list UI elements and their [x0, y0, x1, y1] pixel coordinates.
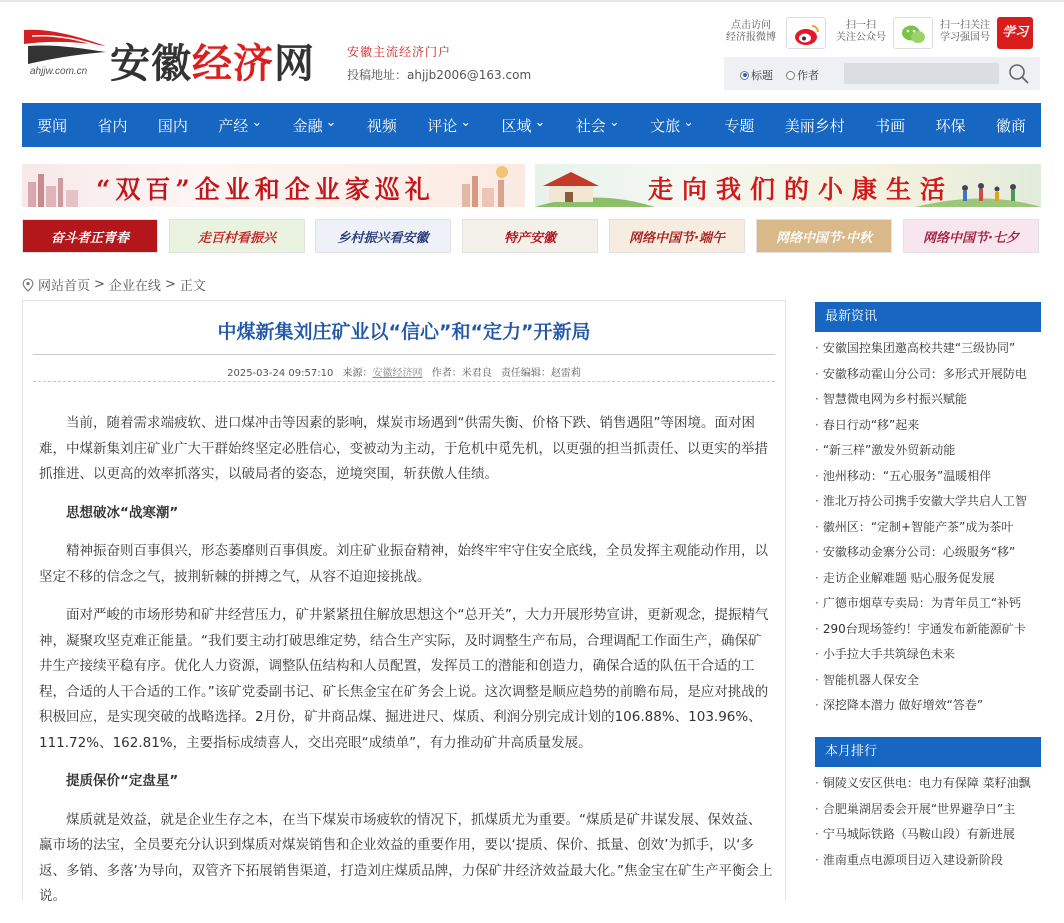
nav-item[interactable] [412, 103, 486, 147]
sidebar-news-link[interactable]: · 铜陵义安区供电：电力有保障 菜籽油飘 [815, 771, 1041, 797]
small-banner-text: 乡村振兴看安徽 [337, 231, 429, 246]
sidebar-news-link[interactable]: · 淮北万持公司携手安徽大学共启人工智 [815, 489, 1041, 515]
sidebar-news-link[interactable]: · 智慧微电网为乡村振兴赋能 [815, 387, 1041, 413]
chevron-down-icon: ⌄ [325, 114, 337, 130]
small-banner-text: 网络中国节·端午 [629, 231, 725, 246]
sidebar-news-link[interactable]: · 安徽移动霍山分公司：多形式开展防电 [815, 362, 1041, 388]
weibo-icon[interactable] [786, 17, 826, 49]
article-subheading: 提质保价“定盘星” [66, 773, 179, 789]
logo-emblem-icon [22, 24, 108, 68]
sidebar-news-link[interactable]: · 广德市烟草专卖局：为青年员工“补钙 [815, 591, 1041, 617]
sidebar-news-link[interactable]: · 小手拉大手共筑绿色未来 [815, 642, 1041, 668]
wechat-icon[interactable] [893, 17, 933, 49]
chevron-down-icon: ⌄ [534, 114, 546, 130]
nav-item-label: 文旅 [650, 116, 681, 135]
weibo-link[interactable] [724, 17, 844, 51]
location-pin-icon [22, 278, 34, 292]
logo-name-part-1: 安徽 [110, 41, 192, 87]
nav-item-label: 产经 [218, 116, 249, 135]
breadcrumb-separator: > [164, 277, 176, 292]
site-slogan: 安徽主流经济门户 [347, 45, 452, 59]
nav-item-label: 专题 [724, 116, 755, 135]
small-banner-text: 网络中国节·中秋 [776, 231, 872, 246]
title-divider [33, 354, 775, 355]
xuexi-link[interactable] [937, 17, 1041, 51]
article-editor-label: 责任编辑： [500, 368, 551, 379]
breadcrumb [22, 275, 206, 294]
banner-xiaokang[interactable] [535, 164, 1041, 207]
nav-item-label: 环保 [935, 116, 966, 135]
small-banner[interactable] [756, 219, 892, 253]
weibo-line-2: 经济报微博 [726, 32, 776, 43]
search-bar [724, 57, 1040, 90]
nav-item[interactable] [22, 103, 82, 147]
article-body [39, 411, 773, 923]
nav-item-label: 徽商 [995, 116, 1026, 135]
search-icon [1006, 61, 1032, 87]
nav-item[interactable] [561, 103, 635, 147]
small-banner[interactable] [169, 219, 305, 253]
breadcrumb-home-link[interactable]: 网站首页 [38, 279, 91, 294]
article-source-label: 来源： [342, 368, 373, 379]
article-author: 米君良 [461, 368, 492, 379]
chevron-down-icon: ⌄ [251, 114, 263, 130]
nav-item-label: 视频 [366, 116, 397, 135]
sidebar-news-link[interactable]: · 安徽移动金寨分公司：心级服务“移” [815, 540, 1041, 566]
nav-item-label: 书画 [875, 116, 906, 135]
sidebar-news-link[interactable]: · 290台现场签约！宇通发布新能源矿卡 [815, 617, 1041, 643]
nav-item-label: 评论 [427, 116, 458, 135]
nav-item[interactable] [352, 103, 412, 147]
breadcrumb-separator: > [94, 277, 105, 292]
nav-item[interactable] [920, 103, 980, 147]
sidebar-latest-list [815, 336, 1041, 719]
sidebar-news-link[interactable]: · 走访企业解难题 贴心服务促发展 [815, 566, 1041, 592]
breadcrumb-current: 正文 [179, 279, 206, 294]
submission-email: 投稿地址：ahjjb2006@163.com [347, 68, 532, 82]
main-nav [22, 103, 1041, 147]
sidebar-news-link[interactable]: · 宁马城际铁路（马鞍山段）有新进展 [815, 822, 1041, 848]
radio-unselected-icon [786, 71, 795, 80]
small-banner-text: 网络中国节·七夕 [923, 231, 1019, 246]
article-meta [23, 364, 785, 379]
small-banner[interactable] [22, 219, 158, 253]
sidebar-news-link[interactable]: · 智能机器人保安全 [815, 668, 1041, 694]
wechat-line-2: 关注公众号 [836, 32, 886, 43]
search-option-title-label: 标题 [751, 69, 773, 82]
article-title: 中煤新集刘庄矿业以“信心”和“定力”开新局 [217, 321, 591, 343]
chevron-down-icon: ⌄ [608, 114, 620, 130]
breadcrumb-section-link[interactable]: 企业在线 [108, 279, 161, 294]
article-date: 2025-03-24 09:57:10 [227, 368, 334, 379]
nav-item-label: 国内 [157, 116, 188, 135]
weibo-line-1: 点击访问 [731, 20, 771, 31]
small-banner[interactable] [609, 219, 745, 253]
sidebar-news-link[interactable]: · 徽州区：“定制+智能产茶”成为茶叶 [815, 515, 1041, 541]
banner-shuangbai[interactable] [22, 164, 525, 207]
banner-shuangbai-text: “双百”企业和企业家巡礼 [96, 175, 435, 204]
nav-item[interactable] [82, 103, 142, 147]
sidebar-monthly-list [815, 771, 1041, 873]
wechat-link[interactable] [832, 17, 942, 51]
small-banner[interactable] [462, 219, 598, 253]
nav-item-label: 区域 [501, 116, 532, 135]
nav-item-label: 金融 [292, 116, 323, 135]
radio-selected-icon [740, 71, 749, 80]
small-banner[interactable] [315, 219, 451, 253]
sidebar-news-link[interactable]: · 合肥巢湖居委会开展“世界避孕日”主 [815, 797, 1041, 823]
nav-item-label: 要闻 [37, 116, 68, 135]
nav-item[interactable] [709, 103, 769, 147]
sidebar-latest-heading: 最新资讯 [815, 302, 1041, 332]
nav-item[interactable] [770, 103, 860, 147]
logo-name-part-2: 经济 [192, 41, 274, 87]
search-input[interactable] [844, 63, 999, 84]
article-author-label: 作者： [431, 368, 462, 379]
logo-url-text: ahjjw.com.cn [30, 66, 88, 77]
wechat-line-1: 扫一扫 [846, 20, 876, 31]
nav-item[interactable] [635, 103, 709, 147]
search-button[interactable] [1006, 61, 1032, 87]
nav-item[interactable] [981, 103, 1041, 147]
logo-name-part-3: 网 [274, 41, 315, 87]
xuexi-line-2: 学习强国号 [940, 32, 990, 43]
nav-item[interactable] [277, 103, 351, 147]
article-paragraph: 煤质就是效益，就是企业生存之本，在当下煤炭市场疲软的情况下，抓煤质尤为重要。“煤质是矿井谋发展、保效益、赢市场的法宝，全员要充分认识到煤质对煤炭销售和企业效益的重要作用，要以‘提质、保价、抵量、创效’为抓手，以‘多返、多销、多落’为导向，双管齐下拓展销售渠道，打造刘庄煤质品牌，力保矿井经济效益最大化。”焦金宝在矿生产平衡会上说。 [39, 811, 773, 904]
article-source-link[interactable]: 安徽经济网 [372, 368, 423, 379]
small-banner-text: 特产安徽 [503, 231, 556, 246]
nav-item[interactable] [860, 103, 920, 147]
article-subheading: 思想破冰“战寒潮” [66, 504, 179, 521]
article-editor: 赵雷莉 [550, 368, 581, 379]
search-option-author[interactable] [786, 67, 819, 83]
top-border-line [0, 0, 1064, 2]
search-option-title[interactable] [740, 67, 773, 83]
article-paragraph: 精神振奋则百事俱兴，形态萎靡则百事俱废。刘庄矿业振奋精神，始终牢牢守住安全底线，全员发挥主观能动作用，以坚定不移的信念之气，披荆斩棘的拼搏之气，从容不迫迎接挑战。 [39, 543, 768, 585]
small-banner-text: 走百村看振兴 [197, 231, 276, 246]
meta-divider [33, 381, 775, 382]
site-logo[interactable] [22, 22, 332, 87]
nav-item[interactable] [486, 103, 560, 147]
sidebar-news-link[interactable]: · 春日行动“移”起来 [815, 413, 1041, 439]
nav-item-label: 社会 [575, 116, 606, 135]
sidebar-news-link[interactable]: · 池州移动：“五心服务”温暖相伴 [815, 464, 1041, 490]
xuexi-line-1: 扫一扫关注 [940, 20, 990, 31]
nav-item[interactable] [203, 103, 277, 147]
article-paragraph: 当前，随着需求端疲软、进口煤冲击等因素的影响，煤炭市场遇到“供需失衡、价格下跌、销售遇阻”等困境。面对困难，中煤新集刘庄矿业广大干群始终坚定必胜信心，变被动为主动，于危机中觅先机，以更强的担当抓责任、以更实的举措抓推进、以更高的效率抓落实，以破局者的姿态，逆境突围，斩获傲人佳绩。 [39, 415, 768, 482]
sidebar-news-link[interactable]: · “新三样”激发外贸新动能 [815, 438, 1041, 464]
small-banner[interactable] [903, 219, 1039, 253]
sidebar-news-link[interactable]: · 安徽国控集团邀高校共建“三级协同” [815, 336, 1041, 362]
nav-item-label: 美丽乡村 [784, 116, 845, 135]
article-paragraph: 面对严峻的市场形势和矿井经营压力，矿井紧紧扭住解放思想这个“总开关”，大力开展形势宣讲，更新观念，提振精气神，凝聚攻坚克难正能量。“我们要主动打破思维定势，结合生产实际，及时调整生产布局，合理调配工作面生产，确保矿井生产接续平稳有序。优化人力资源，调整队伍结构和人员配置，发挥员工的潜能和创造力，确保合适的队伍干合适的工程，合适的人干合适的工作。”该矿党委副书记、矿长焦金宝在矿务会上说。这次调整是顺应趋势的前瞻布局，是应对挑战的积极回应，是实现突破的战略选择。2月份，矿井商品煤、掘进进尺、煤质、利润分别完成计划的106.88%、103.96%、111.72%、162.81%，主要指标成绩喜人，交出亮眼“成绩单”，有力推动矿井高质量发展。 [39, 607, 769, 751]
search-option-author-label: 作者 [797, 69, 819, 82]
sidebar-news-link[interactable]: · 淮南重点电源项目迈入建设新阶段 [815, 848, 1041, 874]
chevron-down-icon: ⌄ [460, 114, 472, 130]
xuexi-logo-icon[interactable]: 学习 [997, 17, 1033, 49]
banner-xiaokang-text: 走向我们的小康生活 [648, 175, 955, 204]
small-banner-text: 奋斗者正青春 [50, 231, 129, 246]
nav-item[interactable] [143, 103, 203, 147]
nav-item-label: 省内 [97, 116, 128, 135]
article-container [22, 300, 786, 904]
sidebar-monthly-heading: 本月排行 [815, 737, 1041, 767]
sidebar-news-link[interactable]: · 深挖降本潜力 做好增效“答卷” [815, 693, 1041, 719]
logo-wordmark [110, 32, 315, 89]
chevron-down-icon: ⌄ [683, 114, 694, 130]
